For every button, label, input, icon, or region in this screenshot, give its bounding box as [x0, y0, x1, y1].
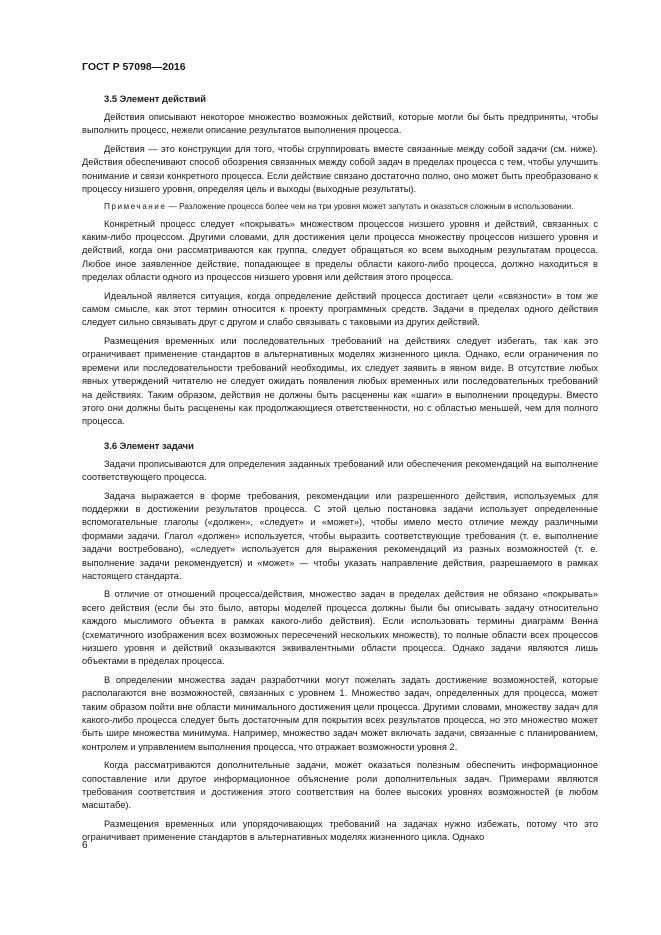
section-3-6-title: 3.6 Элемент задачи — [104, 439, 194, 451]
section-3-5-paragraph-4: Идеальной является ситуация, когда определение действий процесса достигает цели «связности» в том же самом смысле, как этот термин относится к проекту программных средств. Задачи в пределах одного действия следует сильно связывать друг с другом и слабо связывать с таковыми из других действий. — [82, 290, 598, 328]
section-3-6-paragraph-4: В определении множества задач разработчики могут пожелать задать достижение возможностей, которые располагаются вне возможностей, связанных с уровнем 1. Множество задач, определенных для процесса, может таким образом пойти вне области минимального достижения цели процесса. Другими словами, множеству задач для какого-либо процесса следует быть достаточным для покрытия всех результатов процесса, но это множество может быть шире множества минимума. Например, множество задач может включать задачи, связанные с планированием, контролем и управлением выполнения процесса, что отражает возможности уровня 2. — [82, 674, 598, 752]
section-3-6-paragraph-6: Размещения временных или упорядочивающих требований на задачах нужно избежать, потому что это ограничивает применение стандартов в альтернативных моделях жизненного цикла. Однако — [82, 818, 598, 843]
note-text: — Разложение процесса более чем на три уровня может запутать и оказаться сложным в использовании. — [166, 202, 574, 212]
note-label: Примечание — [104, 202, 167, 212]
document-header: ГОСТ Р 57098—2016 — [82, 61, 186, 73]
page-body — [82, 92, 598, 850]
section-3-5-paragraph-3: Конкретный процесс следует «покрывать» множеством процессов низшего уровня и действий, связанных с каким-либо процессом. Другими словами, для достижения цели процесса множеству процессов низшего уровня и действий, когда они рассматриваются как группа, следует обращаться ко всем выходным результатам процесса. Любое иное заявленное действие, попадающее в пределы области какого-либо процесса, должно находиться в пределах области одного из процессов низшего уровня или действия этого процесса. — [82, 218, 598, 283]
section-3-5-paragraph-5: Размещения временных или последовательных требований на действиях следует избегать, так как это ограничивает применение стандартов в альтернативных моделях жизненного цикла. Однако, если ограничения по времени или последовательности требований необходимы, их следует заявить в явном виде. В отсутствие любых явных утверждений читателю не следует ожидать появления любых временных или последовательных требований на действиях. Таким образом, действия не должны быть расценены как «шаги» в выполнении процедуры. Вместо этого они должны быть расценены как продолжающиеся ответственности, но с областью меньшей, чем для полного процесса. — [82, 335, 598, 427]
section-3-6-paragraph-1: Задачи прописываются для определения заданных требований или обеспечения рекомендаций на выполнение соответствующего процесса. — [82, 458, 598, 483]
page-number: 6 — [82, 840, 88, 851]
section-3-6-paragraph-2: Задача выражается в форме требования, рекомендации или разрешенного действия, используемых для поддержки в достижении результатов процесса. С этой целью постановка задачи использует определенные вспомогательные глаголы («должен», «следует» и «может»), чтобы имело место отличие между различными формами задачи. Глагол «должен» используется, чтобы выразить соответствующие требования (т. е. выполнение задачи востребовано), «следует» используется для выражения рекомендаций из разных возможностей (т. е. выполнение задачи рекомендуется) и «может» — чтобы указать направление действия, разрешаемого в рамках настоящего стандарта. — [82, 490, 598, 581]
note — [82, 201, 598, 212]
section-3-5-paragraph-2: Действия — это конструкции для того, чтобы сгруппировать вместе связанные между собой задачи (см. ниже). Действия обеспечивают способ обозрения связанных между собой задач в пределах процесса с тем, чтобы улучшить понимание и связи конкретного процесса. Если действие связано достаточно полно, оно может быть преобразовано к процессу низшего уровня, определяя цель и выходы (выходные результаты). — [82, 143, 598, 195]
section-3-6-paragraph-5: Когда рассматриваются дополнительные задачи, может оказаться полезным обеспечить информационное сопоставление или другое информационное объяснение роли дополнительных задач. Примерами являются требования соответствия и достижения этого соответствия на более высоких уровнях возможностей (в любом масштабе). — [82, 760, 598, 811]
section-3-5-title: 3.5 Элемент действий — [104, 93, 207, 104]
section-3-5-paragraph-1: Действия описывают некоторое множество возможных действий, которые могли бы быть предприняты, чтобы выполнить процесс, нежели описание результатов выполнения процесса. — [82, 112, 598, 136]
section-3-6-paragraph-3: В отличие от отношений процесса/действия, множество задач в пределах действия не обязано «покрывать» всего действия (если бы это было, авторы моделей процесса должны были бы описывать задачу относительно каждого мыслимого объекта в рамках какого-либо действия). Если использовать термины диаграмм Венна (схематичного изображения всех возможных пересечений нескольких множеств), то полные области всех процессов низшего уровня и действий оказываются эквивалентными области процесса. Однако задачи являются лишь объектами в пределах процесса. — [82, 589, 598, 667]
